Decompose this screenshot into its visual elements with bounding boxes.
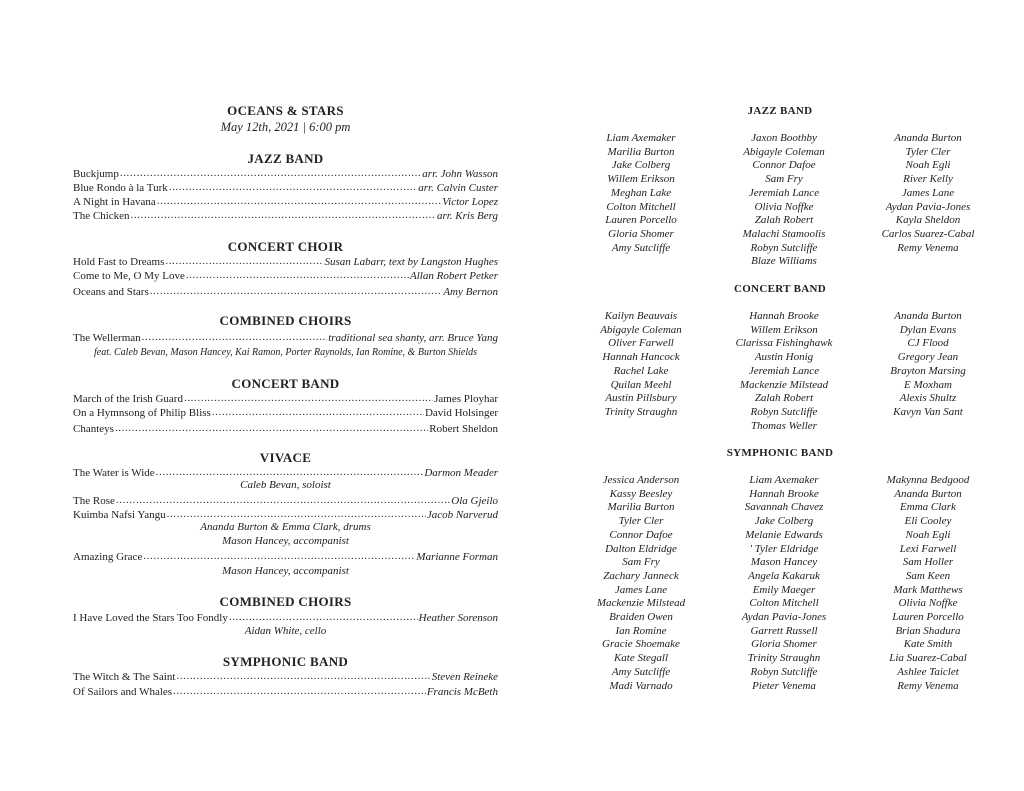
roster-name: Zalah Robert [754,392,814,405]
roster-name: Robyn Sutcliffe [750,405,818,418]
piece-credit: Marianne Forman [416,551,498,563]
program-item [73,283,498,298]
program-item [73,548,498,563]
roster-name: Braiden Owen [609,611,673,624]
dot-leader [150,285,443,298]
program-item [73,492,498,507]
roster-name: Olivia Noffke [898,597,958,610]
roster-name: Amy Sutcliffe [611,241,671,254]
dot-leader [156,466,424,479]
roster-name: River Kelly [903,173,953,186]
roster-name: Gloria Shomer [608,227,674,240]
concert-date: May 12th, 2021 | 6:00 pm [220,120,351,134]
section-heading: VIVACE [259,450,312,465]
featured-performers: feat. Caleb Bevan, Mason Hancey, Kai Ramon, Porter Raynolds, Ian Romine, & Burton Shields [94,347,477,358]
piece-title: The Chicken [73,210,130,222]
roster-name: Amy Sutcliffe [611,665,671,678]
roster-name: Liam Axemaker [606,132,676,144]
roster-column [863,474,993,693]
piece-title: Buckjump [73,168,119,180]
roster-name: Gregory Jean [897,351,959,364]
roster-name: Dylan Evans [899,323,957,336]
roster-name: Ananda Burton [894,487,962,500]
piece-credit: Steven Reineke [431,671,498,683]
piece-title: Blue Rondo à la Turk [73,182,168,194]
roster-name: CJ Flood [907,337,949,350]
roster-name: Sam Holler [902,556,954,569]
section-heading: SYMPHONIC BAND [222,654,349,669]
roster-name: Jeremiah Lance [748,364,820,377]
roster-name: Noah Egli [905,528,951,541]
roster-name: Kayla Sheldon [895,214,961,227]
roster-name: Meghan Lake [610,186,672,199]
roster-name: Jake Colberg [611,159,671,172]
roster-name: Blaze Williams [751,255,817,268]
piece-credit: Victor Lopez [442,196,498,208]
roster-name: Colton Mitchell [606,200,676,213]
dot-leader [176,670,430,683]
roster-name: Hannah Brooke [749,487,819,500]
roster-name: Austin Pillsbury [605,392,677,405]
roster-name: Eli Cooley [904,515,952,528]
roster-name: Connor Dafoe [609,528,673,541]
roster-name: Marilia Burton [607,501,675,514]
piece-credit: Robert Sheldon [429,423,498,435]
section-heading: COMBINED CHOIRS [219,594,352,609]
piece-title: A Night in Havana [73,196,156,208]
roster-name: Jessica Anderson [602,474,680,486]
roster-name: Brayton Marsing [890,364,966,377]
roster-name: Liam Axemaker [749,474,819,486]
dot-leader [186,269,409,282]
section-heading: COMBINED CHOIRS [219,313,352,328]
piece-title: Of Sailors and Whales [73,686,173,698]
roster-name: Lia Suarez-Cabal [889,652,967,665]
piece-credit: Heather Sorenson [418,612,498,624]
piece-credit: arr. Kris Berg [436,210,498,222]
roster-name: Makynna Bedgood [886,474,970,486]
roster-column [719,474,849,693]
roster-name: Madi Varnado [609,679,673,692]
piece-title: Chanteys [73,423,114,435]
piece-title: On a Hymnsong of Philip Bliss [73,407,211,419]
performer-note: Aidan White, cello [244,625,327,637]
roster-heading-concert-band: CONCERT BAND [734,283,826,295]
piece-title: March of the Irish Guard [73,393,183,405]
roster-name: Angela Kakaruk [748,569,820,582]
roster-name: Abigayle Coleman [743,145,825,158]
roster-name: Austin Honig [754,351,814,364]
piece-title: Hold Fast to Dreams [73,256,165,268]
piece-title: The Witch & The Saint [73,671,176,683]
dot-leader [212,406,424,419]
concert-title: OCEANS & STARS [227,103,344,118]
performer-note: Mason Hancey, accompanist [222,565,349,577]
roster-name: Lexi Farwell [899,542,957,555]
dot-leader [173,685,426,698]
piece-title: Amazing Grace [73,551,143,563]
roster-name: Ananda Burton [894,132,962,144]
roster-name: Savannah Chavez [744,501,824,514]
piece-title: The Water is Wide [73,467,155,479]
roster-column [719,310,849,433]
roster-name: Marilia Burton [607,145,675,158]
roster-name: Kate Smith [903,638,953,651]
roster-name: Colton Mitchell [749,597,819,610]
piece-credit: Amy Bernon [443,286,498,298]
program-item [73,193,498,208]
roster-name: Jaxon Boothby [751,132,817,144]
performer-note: Ananda Burton & Emma Clark, drums [200,521,371,533]
roster-name: Dalton Eldridge [605,542,677,555]
program-item [73,179,498,194]
section-heading: CONCERT CHOIR [227,239,344,254]
roster-name: Robyn Sutcliffe [750,241,818,254]
roster-name: Malachi Stamoolis [742,227,826,240]
roster-name: Thomas Weller [751,419,817,432]
program-item [73,420,498,435]
roster-name: Pieter Venema [752,679,816,692]
roster-name: Kavyn Van Sant [893,405,963,418]
roster-name: Remy Venema [897,679,959,692]
roster-name: Remy Venema [897,241,959,254]
piece-credit: Ola Gjeilo [451,495,498,507]
roster-name: Trinity Straughn [747,652,821,665]
piece-credit: arr. Calvin Custer [418,182,498,194]
program-item [73,683,498,698]
roster-name: Rachel Lake [613,364,669,377]
program-item [73,253,498,268]
piece-title: The Rose [73,495,115,507]
piece-title: Come to Me, O My Love [73,270,185,282]
roster-name: E Moxham [904,378,952,391]
roster-name: Trinity Straughn [604,405,678,418]
performer-note: Mason Hancey, accompanist [222,535,349,547]
roster-name: Emily Maeger [752,583,816,596]
roster-name: Olivia Noffke [754,200,814,213]
roster-column [576,132,706,255]
roster-name: Brian Shadura [895,624,961,637]
roster-column [576,474,706,693]
roster-name: Zalah Robert [754,214,814,227]
roster-name: Noah Egli [905,159,951,172]
program-item [73,390,498,405]
program-item [73,207,498,222]
roster-name: Ananda Burton [894,310,962,322]
roster-column [863,132,993,255]
program-item [73,464,498,479]
roster-name: Robyn Sutcliffe [750,665,818,678]
program-item [73,609,498,624]
piece-title: Kuimba Nafsi Yangu [73,509,166,521]
program-item [73,668,498,683]
roster-name: Oliver Farwell [608,337,674,350]
piece-credit: Allan Robert Petker [410,270,498,282]
roster-name: Kate Stegall [613,652,669,665]
dot-leader [229,611,418,624]
roster-heading-symphonic-band: SYMPHONIC BAND [726,447,834,459]
roster-name: Connor Dafoe [752,159,816,172]
roster-column [719,132,849,269]
roster-name: Aydan Pavia-Jones [741,611,827,624]
roster-name: Zachary Janneck [603,569,679,582]
roster-name: Alexis Shultz [899,392,957,405]
program-item [73,165,498,180]
piece-credit: traditional sea shanty, arr. Bruce Yang [328,332,498,344]
dot-leader [143,550,415,563]
program-item [73,267,498,282]
dot-leader [142,331,328,344]
roster-heading-jazz-band: JAZZ BAND [747,105,813,117]
roster-name: Clarissa Fishinghawk [735,337,833,350]
piece-title: Oceans and Stars [73,286,149,298]
piece-credit: David Holsinger [424,407,498,419]
program-item [73,329,498,344]
roster-name: Ian Romine [615,624,667,637]
roster-name: Mason Hancey [750,556,818,569]
performer-note: Caleb Bevan, soloist [240,479,331,491]
roster-name: Mark Matthews [893,583,963,596]
section-heading: JAZZ BAND [247,151,324,166]
roster-name: Emma Clark [900,501,956,514]
roster-name: Tyler Cler [618,515,664,528]
piece-credit: Francis McBeth [426,686,498,698]
piece-credit: James Ployhar [434,393,498,405]
roster-name: Kailyn Beauvais [604,310,678,322]
roster-name: Gracie Shoemake [602,638,680,651]
roster-name: ' Tyler Eldridge [749,542,819,555]
roster-name: Sam Keen [905,569,951,582]
piece-title: I Have Loved the Stars Too Fondly [73,612,228,624]
roster-name: Gloria Shomer [751,638,817,651]
section-heading: CONCERT BAND [231,376,340,391]
roster-name: James Lane [901,186,955,199]
roster-name: Abigayle Coleman [600,323,682,336]
roster-name: Quilan Meehl [610,378,672,391]
roster-column [576,310,706,420]
program-item [73,506,498,521]
roster-name: Jake Colberg [754,515,814,528]
piece-credit: Jacob Narverud [426,509,498,521]
roster-name: Mackenzie Milstead [596,597,686,610]
dot-leader [115,422,428,435]
roster-column [863,310,993,420]
roster-name: Mackenzie Milstead [739,378,829,391]
roster-name: Carlos Suarez-Cabal [881,227,975,240]
piece-credit: arr. John Wasson [422,168,498,180]
dot-leader [131,209,436,222]
piece-credit: Darmon Meader [424,467,498,479]
roster-name: Melanie Edwards [745,528,823,541]
roster-name: Hannah Brooke [749,310,819,322]
roster-name: Aydan Pavia-Jones [885,200,971,213]
roster-name: Willem Erikson [607,173,675,186]
roster-name: Garrett Russell [750,624,818,637]
program-item [73,404,498,419]
dot-leader [167,508,426,521]
roster-name: Kassy Beesley [609,487,673,500]
roster-name: Hannah Hancock [602,351,680,364]
piece-title: The Wellerman [73,332,141,344]
roster-name: Lauren Porcello [605,214,677,227]
roster-name: Sam Fry [765,173,803,186]
piece-credit: Susan Labarr, text by Langston Hughes [324,256,498,268]
roster-name: Willem Erikson [750,323,818,336]
roster-name: Tyler Cler [905,145,951,158]
roster-name: Ashlee Taiclet [897,665,959,678]
roster-name: James Lane [614,583,668,596]
roster-name: Lauren Porcello [892,611,964,624]
roster-name: Jeremiah Lance [748,186,820,199]
roster-name: Sam Fry [622,556,660,569]
